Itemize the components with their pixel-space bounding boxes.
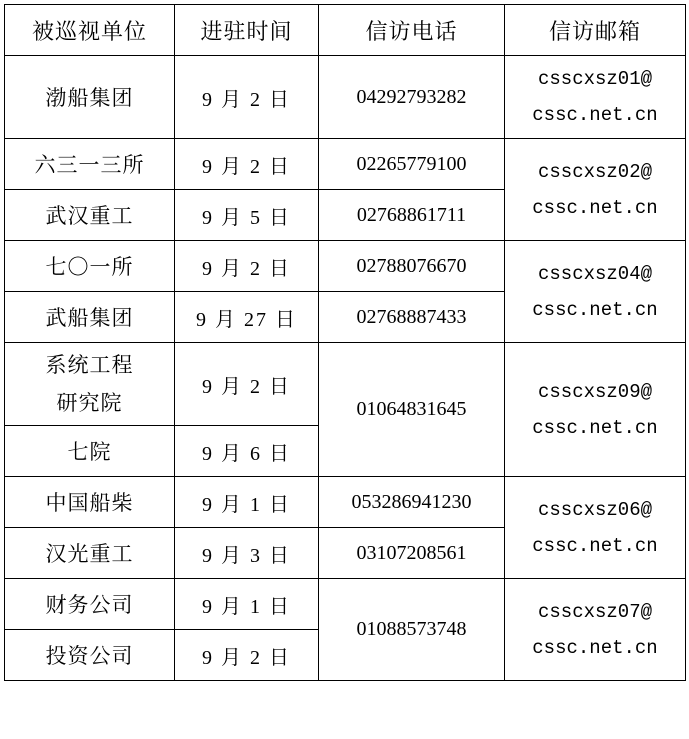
email-line-2: cssc.net.cn [532,196,658,219]
cell-phone: 02265779100 [319,139,505,190]
table-row [5,579,686,630]
email-line-1: csscxsz07@ [537,600,653,623]
column-header-unit: 被巡视单位 [5,5,175,56]
table-row [5,139,686,190]
cell-email [505,241,686,343]
table-row [5,343,686,426]
table-row [5,241,686,292]
cell-date: 9 月 2 日 [175,139,319,190]
inspection-units-table [4,4,686,681]
email-line-2: cssc.net.cn [532,298,658,321]
cell-phone: 053286941230 [319,477,505,528]
cell-phone: 03107208561 [319,528,505,579]
cell-email [505,477,686,579]
email-line-1: csscxsz02@ [537,160,653,183]
cell-date: 9 月 2 日 [175,630,319,681]
cell-phone: 02768861711 [319,190,505,241]
table-row [5,56,686,139]
document-page [0,4,689,739]
cell-unit: 七〇一所 [5,241,175,292]
table-header-row [5,5,686,56]
cell-unit: 汉光重工 [5,528,175,579]
table-row [5,477,686,528]
cell-phone: 02788076670 [319,241,505,292]
email-line-2: cssc.net.cn [532,534,658,557]
email-line-1: csscxsz09@ [537,380,653,403]
cell-phone: 02768887433 [319,292,505,343]
cell-phone: 01064831645 [319,343,505,477]
cell-email [505,579,686,681]
email-line-1: csscxsz01@ [537,68,653,90]
column-header-email: 信访邮箱 [505,5,686,56]
cell-unit: 武汉重工 [5,190,175,241]
cell-date: 9 月 2 日 [175,56,319,139]
cell-date: 9 月 1 日 [175,477,319,528]
column-header-phone: 信访电话 [319,5,505,56]
cell-unit [5,343,175,426]
cell-date: 9 月 5 日 [175,190,319,241]
cell-unit: 武船集团 [5,292,175,343]
cell-unit: 渤船集团 [5,56,175,139]
email-line-1: csscxsz06@ [537,498,653,521]
email-line-1: csscxsz04@ [537,262,653,285]
cell-date: 9 月 1 日 [175,579,319,630]
email-line-2: cssc.net.cn [532,104,658,126]
cell-phone: 01088573748 [319,579,505,681]
email-line-2: cssc.net.cn [532,416,658,439]
unit-line-2: 研究院 [56,391,123,415]
cell-date: 9 月 2 日 [175,241,319,292]
unit-line-1: 系统工程 [45,353,134,377]
cell-unit: 财务公司 [5,579,175,630]
cell-email [505,139,686,241]
cell-unit: 六三一三所 [5,139,175,190]
cell-unit: 投资公司 [5,630,175,681]
cell-date: 9 月 2 日 [175,343,319,426]
cell-date: 9 月 6 日 [175,426,319,477]
cell-email [505,343,686,477]
cell-email [505,56,686,139]
cell-unit: 七院 [5,426,175,477]
cell-unit: 中国船柴 [5,477,175,528]
cell-date: 9 月 3 日 [175,528,319,579]
cell-date: 9 月 27 日 [175,292,319,343]
cell-phone: 04292793282 [319,56,505,139]
email-line-2: cssc.net.cn [532,636,658,659]
column-header-date: 进驻时间 [175,5,319,56]
